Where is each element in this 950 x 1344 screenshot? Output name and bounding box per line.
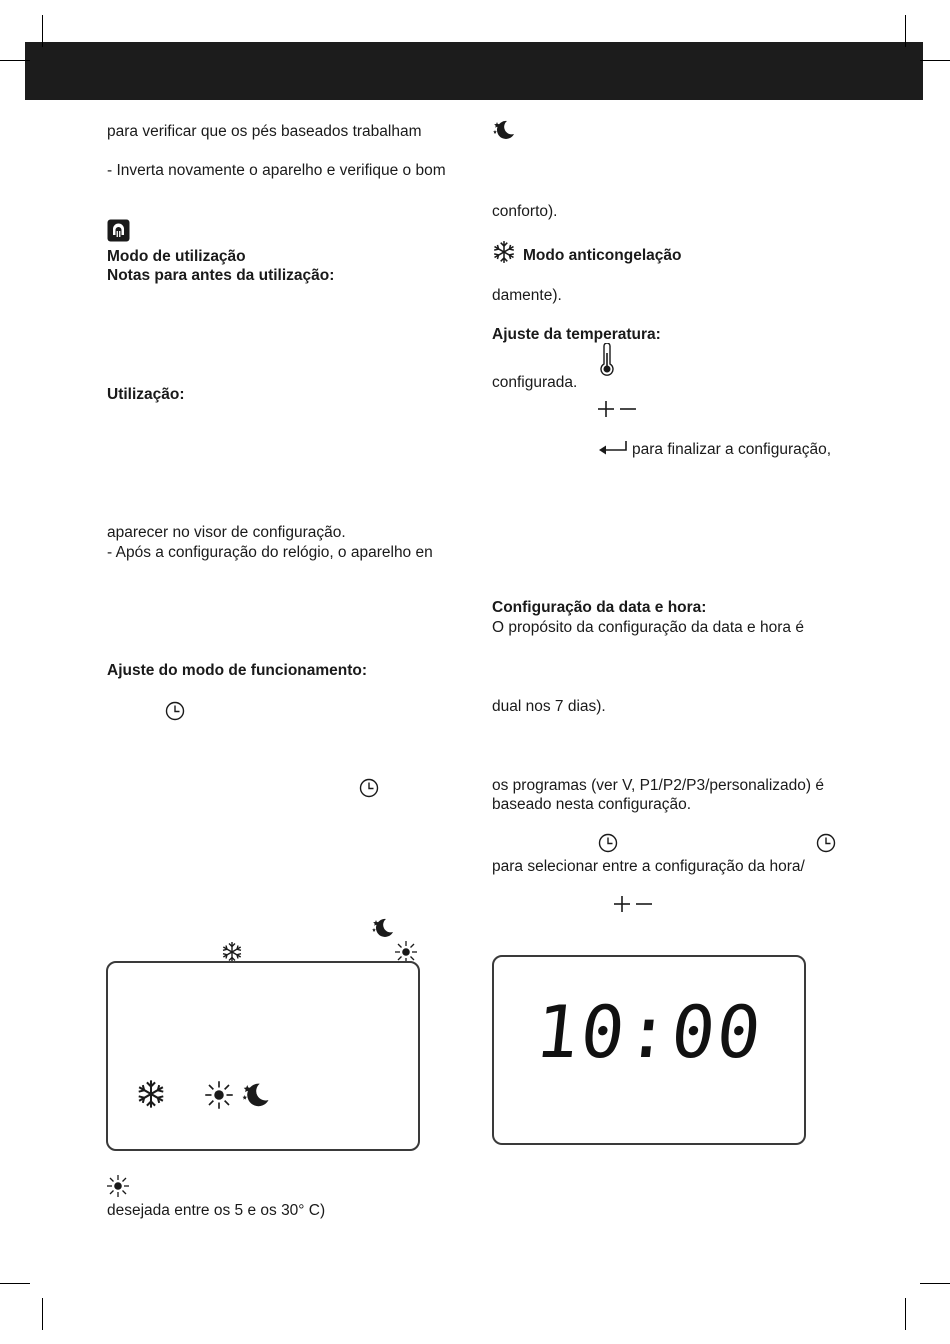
clock-icon xyxy=(598,833,618,853)
clock-icon xyxy=(816,833,836,853)
text-line: os programas (ver V, P1/P2/P3/personalizado) é xyxy=(492,777,824,794)
clock-display-panel xyxy=(492,955,806,1145)
clock-icon xyxy=(359,778,379,798)
text-line: para selecionar entre a configuração da hora/ xyxy=(492,858,805,875)
moon-icon xyxy=(371,917,395,939)
heading-use: Utilização: xyxy=(107,386,185,403)
header-bar xyxy=(25,42,923,100)
text-line: dual nos 7 dias). xyxy=(492,698,606,715)
text-line: para verificar que os pés baseados trabalham xyxy=(107,123,422,140)
text-line: desejada entre os 5 e os 30° C) xyxy=(107,1202,326,1219)
heading-adjust-mode: Ajuste do modo de funcionamento: xyxy=(107,662,368,679)
text-line: baseado nesta configuração. xyxy=(492,796,692,813)
heading-notes: Notas para antes da utilização: xyxy=(107,267,335,284)
snowflake-icon xyxy=(136,1079,166,1109)
clock-icon xyxy=(165,701,185,721)
heading-mode: Modo de utilização xyxy=(107,248,246,265)
text-line: configurada. xyxy=(492,374,578,391)
moon-icon xyxy=(492,119,516,141)
text-line: O propósito da configuração da data e hora é xyxy=(492,619,804,636)
sun-icon xyxy=(204,1080,234,1110)
text-line: damente). xyxy=(492,287,562,304)
heading-antifreeze: Modo anticongelação xyxy=(523,247,682,264)
text-line: para finalizar a configuração, xyxy=(632,441,832,458)
heading-datetime: Configuração da data e hora: xyxy=(492,599,707,616)
text-line: - Inverta novamente o aparelho e verifique o bom xyxy=(107,162,446,179)
heading-temp: Ajuste da temperatura: xyxy=(492,326,661,343)
moon-icon xyxy=(241,1081,271,1109)
text-line: conforto). xyxy=(492,203,558,220)
sun-icon xyxy=(106,1174,130,1198)
thermometer-icon xyxy=(598,343,616,377)
time-readout: 10:00 xyxy=(531,990,767,1074)
plus-icon xyxy=(597,400,637,418)
text-line: aparecer no visor de configuração. xyxy=(107,524,346,541)
snowflake-icon xyxy=(492,240,516,264)
plug-icon xyxy=(107,219,130,242)
enter-icon xyxy=(598,440,628,458)
snowflake-icon xyxy=(221,941,243,963)
text-line: - Após a configuração do relógio, o aparelho en xyxy=(107,544,433,561)
mode-display-panel xyxy=(106,961,420,1151)
plus-icon xyxy=(613,895,653,913)
